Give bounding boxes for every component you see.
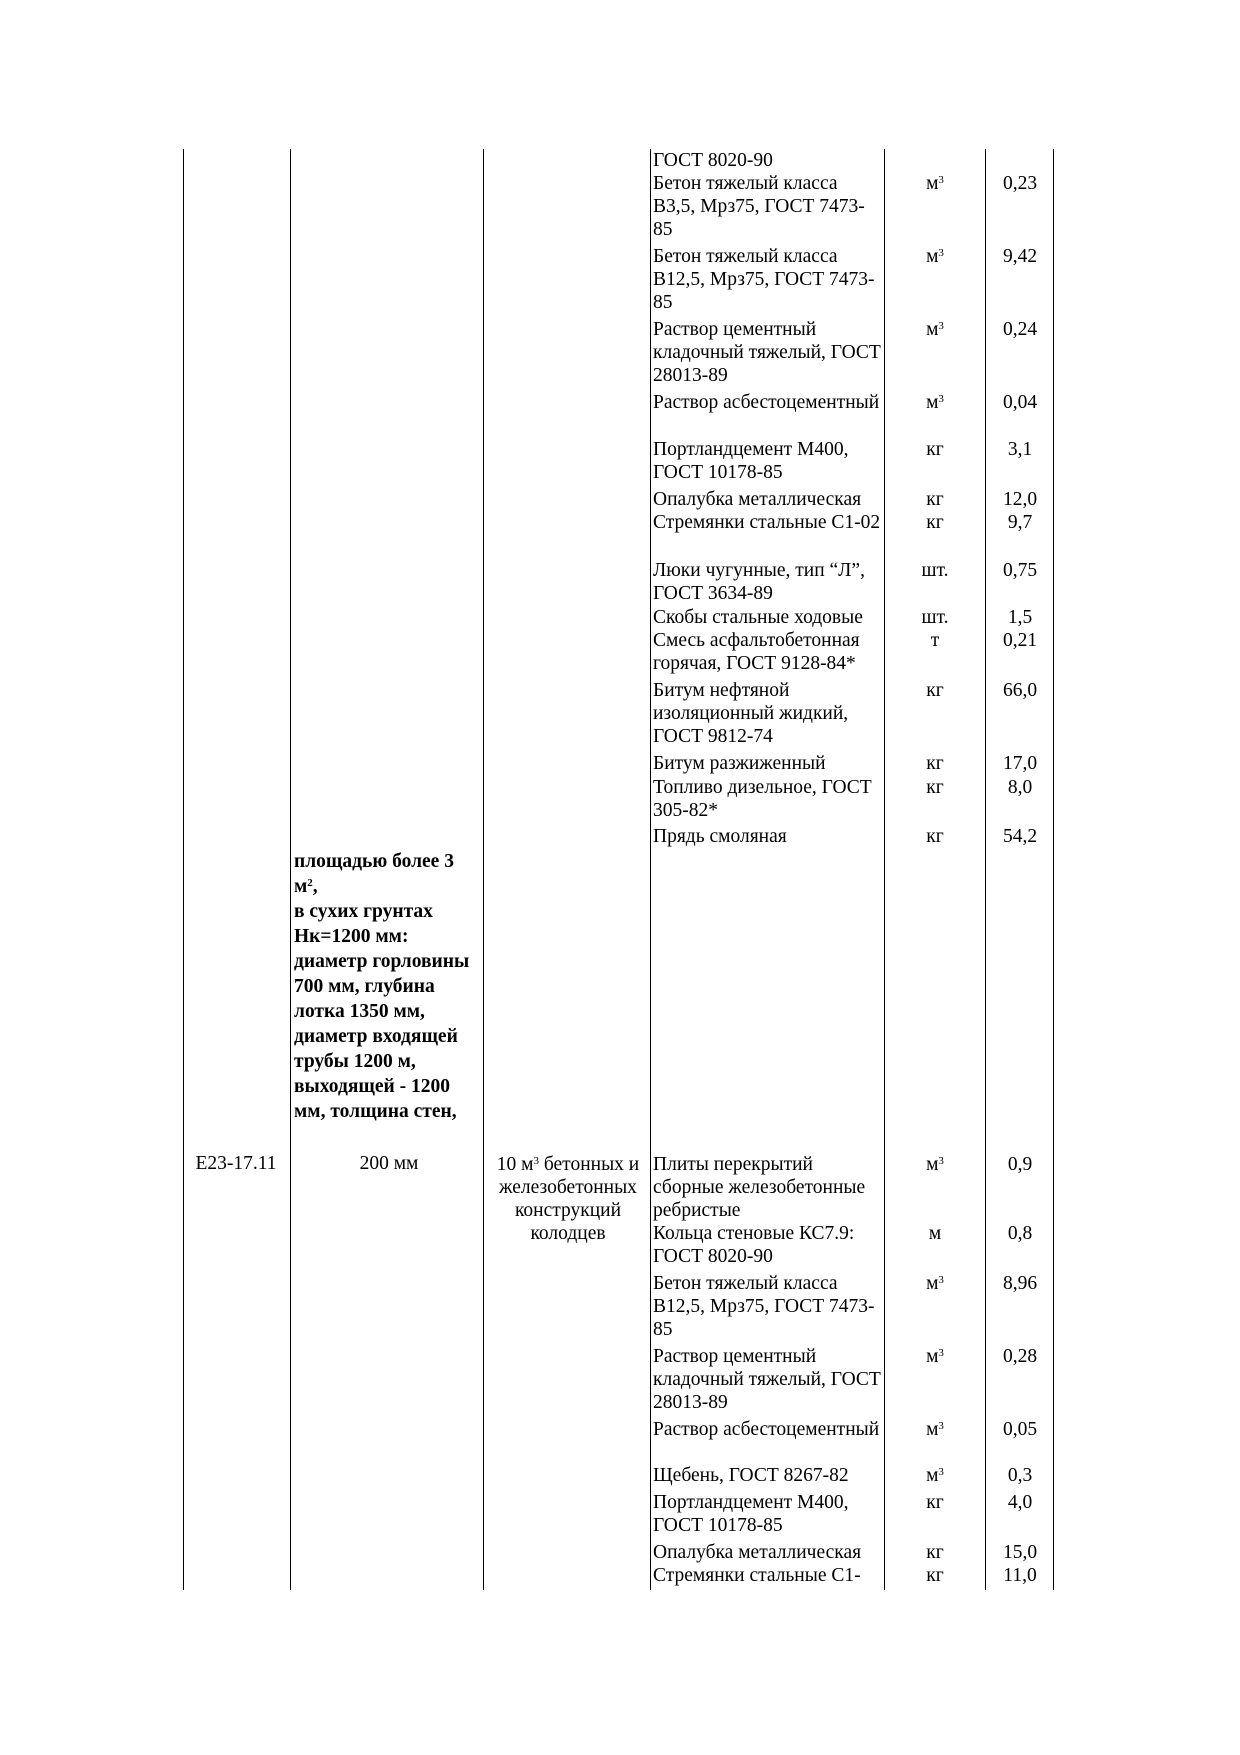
material-name: Битум разжиженный [653, 753, 826, 774]
material-unit [885, 1464, 985, 1487]
material-quantity: 0,23 [1002, 173, 1038, 194]
unit-text: кг [926, 439, 944, 460]
material-unit [885, 1541, 985, 1564]
unit-text: кг [926, 826, 944, 847]
description-comma: , [312, 876, 318, 897]
material-name: Плиты перекрытий сборные железобетонные ребристые [653, 1154, 866, 1221]
unit-superscript: 3 [938, 1466, 944, 1478]
unit-superscript: 3 [938, 247, 944, 259]
material-name: Смесь асфальтобетонная горячая, ГОСТ 9128-84* [653, 630, 860, 674]
material-quantity: 9,42 [1002, 246, 1038, 267]
unit-text: м [926, 1465, 939, 1486]
unit-superscript: 3 [938, 1155, 944, 1167]
unit-text: м [926, 392, 939, 413]
unit-text: кг [926, 777, 944, 798]
material-unit [885, 172, 985, 195]
material-quantity: 0,21 [1002, 630, 1038, 651]
unit-text: м [926, 173, 939, 194]
material-unit [885, 511, 985, 534]
material-quantity: 0,28 [1002, 1346, 1038, 1367]
material-unit [885, 438, 985, 461]
material-name: Опалубка металлическая [653, 489, 862, 510]
unit-text: м [926, 1419, 939, 1440]
material-unit [885, 245, 985, 268]
material-quantity: 15,0 [1002, 1542, 1038, 1563]
material-name: Скобы стальные ходовые [653, 607, 863, 628]
material-quantity: 0,24 [1002, 319, 1038, 340]
material-unit [885, 1153, 985, 1176]
material-quantity: 0,8 [1007, 1223, 1033, 1244]
material-name: Бетон тяжелый класса В12,5, Мрз75, ГОСТ 7473-85 [653, 1273, 875, 1340]
material-name: Прядь смоляная [653, 826, 787, 847]
unit-text: м [926, 1273, 939, 1294]
unit-text: м [926, 319, 939, 340]
material-quantity: 54,2 [1002, 826, 1038, 847]
material-unit [885, 776, 985, 799]
material-unit [885, 391, 985, 414]
measure-unit-prefix: 10 м [496, 1154, 534, 1175]
material-name: Битум нефтяной изоляционный жидкий, ГОСТ 9812-74 [653, 680, 849, 747]
unit-text: м [926, 1154, 939, 1175]
material-name: Стремянки стальные С1-02 [653, 512, 881, 533]
unit-text: м [926, 246, 939, 267]
material-name: Раствор асбестоцементный [653, 1419, 880, 1440]
measure-unit-sup: 3 [533, 1155, 539, 1167]
material-unit [885, 825, 985, 848]
material-name: Люки чугунные, тип “Л”, ГОСТ 3634-89 [653, 560, 865, 604]
material-quantity: 0,9 [1007, 1154, 1033, 1175]
description-unit: м [294, 876, 308, 897]
material-unit [885, 1491, 985, 1514]
unit-superscript: 3 [938, 1420, 944, 1432]
column-rule [985, 149, 986, 1590]
material-unit [885, 1418, 985, 1441]
material-unit [885, 1222, 985, 1245]
material-quantity: 8,96 [1002, 1273, 1038, 1294]
unit-superscript: 3 [938, 320, 944, 332]
material-quantity: 8,0 [1007, 777, 1033, 798]
material-quantity: 66,0 [1002, 680, 1038, 701]
unit-superscript: 3 [938, 1347, 944, 1359]
work-description [294, 849, 484, 1124]
material-unit [885, 606, 985, 629]
material-name: Топливо дизельное, ГОСТ 305-82* [653, 777, 872, 821]
unit-text: шт. [921, 560, 949, 581]
material-name: Раствор цементный кладочный тяжелый, ГОСТ 28013-89 [653, 319, 881, 386]
material-quantity: 9,7 [1007, 512, 1033, 533]
material-unit [885, 679, 985, 702]
material-quantity: 0,05 [1002, 1419, 1038, 1440]
column-rule [290, 149, 291, 1590]
material-name: Щебень, ГОСТ 8267-82 [653, 1465, 849, 1486]
unit-text: кг [926, 489, 944, 510]
unit-text: м [928, 1223, 942, 1244]
unit-superscript: 3 [938, 1274, 944, 1286]
material-quantity: 1,5 [1007, 607, 1033, 628]
column-rule [650, 149, 651, 1590]
material-name: Стремянки стальные С1- [653, 1565, 861, 1586]
unit-text: кг [926, 1492, 944, 1513]
description-line: площадью более 3 [294, 851, 454, 872]
material-unit [885, 752, 985, 775]
unit-text: кг [926, 1565, 944, 1586]
column-rule [183, 149, 184, 1590]
material-quantity: 17,0 [1002, 753, 1038, 774]
unit-superscript: 3 [938, 174, 944, 186]
material-quantity: 11,0 [1003, 1565, 1037, 1586]
unit-text: кг [926, 1542, 944, 1563]
material-quantity: 12,0 [1002, 489, 1038, 510]
material-name: Портландцемент М400, ГОСТ 10178-85 [653, 1492, 849, 1536]
column-rule [1053, 149, 1054, 1590]
material-name: Бетон тяжелый класса В3,5, Мрз75, ГОСТ 7473-85 [653, 173, 865, 240]
unit-text: шт. [921, 607, 949, 628]
description-rest: в сухих грунтах Нк=1200 мм: диаметр горловины 700 мм, глубина лотка 1350 мм, диаметр входящей трубы 1200 м, выходящей - 1200 мм, толщина стен, [294, 901, 470, 1122]
material-name: Опалубка металлическая [653, 1542, 862, 1563]
material-unit [885, 488, 985, 511]
wall-thickness: 200 мм [359, 1153, 419, 1174]
material-unit [885, 318, 985, 341]
material-unit [885, 1345, 985, 1368]
material-unit [885, 1564, 985, 1587]
material-name: Раствор асбестоцементный [653, 392, 880, 413]
unit-text: м [926, 1346, 939, 1367]
material-quantity: 0,75 [1002, 560, 1038, 581]
unit-text: т [930, 630, 940, 651]
material-unit [885, 559, 985, 582]
measure-unit-rest: бетонных и железобетонных конструкций колодцев [499, 1154, 640, 1244]
material-quantity: 4,0 [1007, 1492, 1033, 1513]
unit-text: кг [926, 680, 944, 701]
material-name: Портландцемент М400, ГОСТ 10178-85 [653, 439, 849, 483]
material-quantity: 0,04 [1002, 392, 1038, 413]
unit-text: кг [926, 512, 944, 533]
material-unit [885, 629, 985, 652]
column-rule [884, 149, 885, 1590]
material-name: ГОСТ 8020-90 [653, 150, 773, 171]
material-name: Бетон тяжелый класса В12,5, Мрз75, ГОСТ 7473-85 [653, 246, 875, 313]
material-unit [885, 1272, 985, 1295]
material-name: Кольца стеновые КС7.9: ГОСТ 8020-90 [653, 1223, 855, 1267]
description-unit-sup: 2 [307, 877, 313, 889]
rate-code: Е23-17.11 [195, 1153, 277, 1174]
material-quantity: 3,1 [1007, 439, 1033, 460]
unit-superscript: 3 [938, 393, 944, 405]
unit-text: кг [926, 753, 944, 774]
material-quantity: 0,3 [1007, 1465, 1033, 1486]
material-name: Раствор цементный кладочный тяжелый, ГОСТ 28013-89 [653, 1346, 881, 1413]
measure-unit [488, 1153, 648, 1245]
